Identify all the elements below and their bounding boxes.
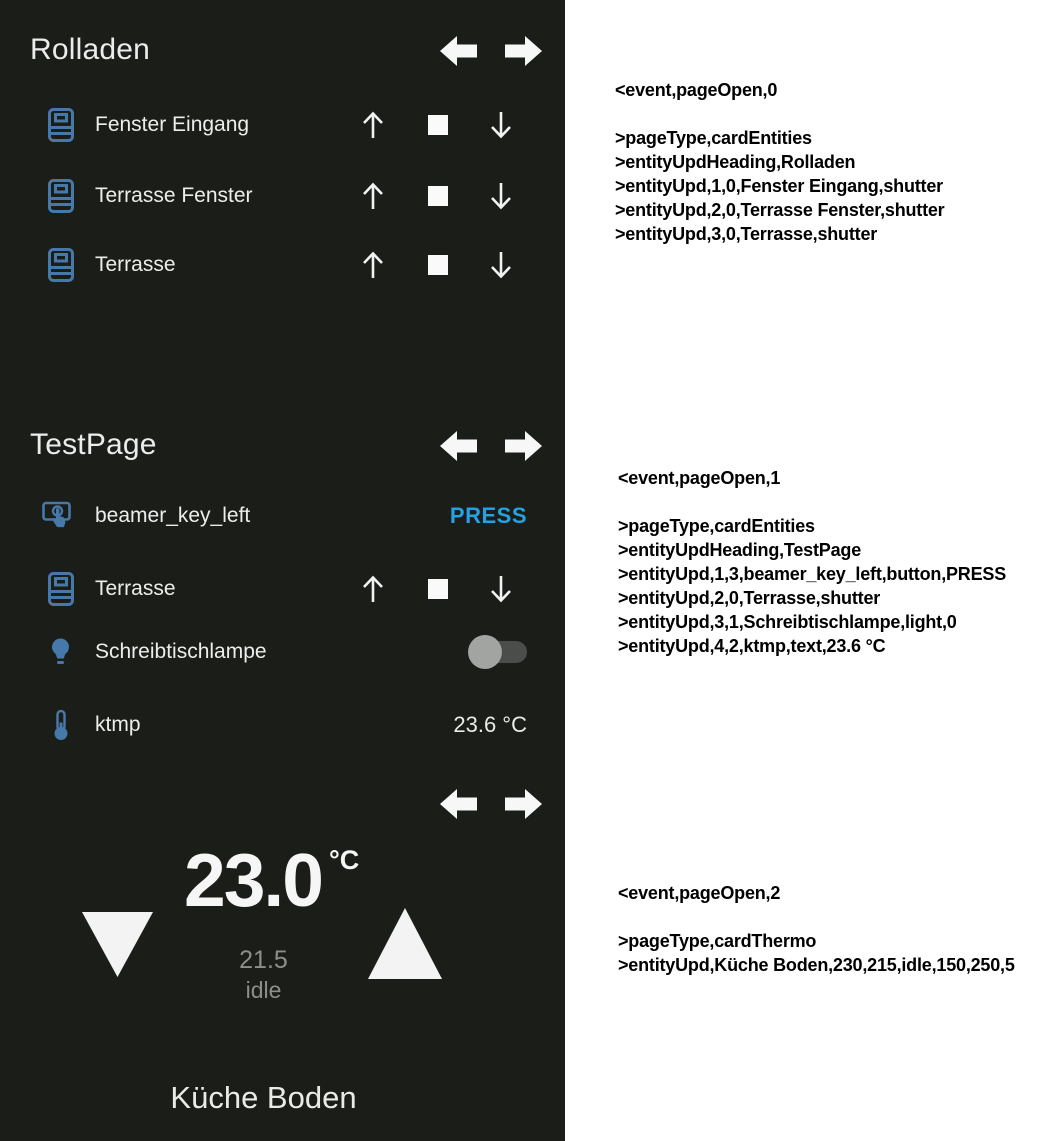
entity-label: Terrasse <box>95 253 176 276</box>
nav-prev-button[interactable] <box>440 430 477 462</box>
protocol-line: >entityUpd,2,0,Terrasse Fenster,shutter <box>615 200 945 220</box>
shutter-up-button[interactable] <box>360 181 386 211</box>
nav-prev-button[interactable] <box>440 35 477 67</box>
protocol-block-page2 <box>618 881 1015 977</box>
text-entity-value: 23.6 °C <box>453 712 527 737</box>
entity-row <box>0 161 565 231</box>
entity-label: Terrasse Fenster <box>95 184 253 207</box>
protocol-event-line: <event,pageOpen,2 <box>618 883 781 903</box>
toggle-knob <box>468 635 502 669</box>
arrow-left-icon <box>440 430 477 462</box>
light-toggle[interactable] <box>468 635 527 669</box>
protocol-line: >entityUpd,3,1,Schreibtischlampe,light,0 <box>618 612 957 632</box>
page-title-testpage: TestPage <box>30 428 157 461</box>
thermostat-name: Küche Boden <box>170 1080 357 1115</box>
shutter-icon <box>48 572 74 606</box>
shutter-stop-button[interactable] <box>428 255 448 275</box>
entity-row <box>0 230 565 300</box>
arrow-right-icon <box>505 430 542 462</box>
thermometer-icon <box>52 710 70 741</box>
entity-label: beamer_key_left <box>95 504 251 527</box>
arrow-right-icon <box>505 788 542 820</box>
protocol-line: >entityUpd,1,0,Fenster Eingang,shutter <box>615 176 943 196</box>
protocol-line: >entityUpd,1,3,beamer_key_left,button,PRESS <box>618 564 1007 584</box>
protocol-line: >entityUpdHeading,TestPage <box>618 540 862 560</box>
shutter-icon <box>48 248 74 282</box>
thermostat-state: idle <box>245 977 282 1003</box>
current-temperature: 23.0 <box>184 838 322 922</box>
shutter-down-button[interactable] <box>488 181 514 211</box>
protocol-line: >entityUpdHeading,Rolladen <box>615 152 856 172</box>
lightbulb-icon <box>48 637 73 668</box>
shutter-stop-button[interactable] <box>428 115 448 135</box>
gesture-tap-icon <box>41 499 73 534</box>
shutter-down-button[interactable] <box>488 574 514 604</box>
nav-next-button[interactable] <box>505 35 542 67</box>
shutter-stop-button[interactable] <box>428 186 448 206</box>
temperature-unit: °C <box>329 845 360 875</box>
protocol-block-page0 <box>615 78 945 246</box>
entity-row <box>0 481 565 551</box>
entity-label: Terrasse <box>95 577 176 600</box>
entity-row <box>0 90 565 160</box>
nav-prev-button[interactable] <box>440 788 477 820</box>
shutter-down-button[interactable] <box>488 110 514 140</box>
entity-row <box>0 617 565 687</box>
protocol-event-line: <event,pageOpen,1 <box>618 468 781 488</box>
stop-square-icon <box>428 186 448 206</box>
entity-row <box>0 554 565 624</box>
shutter-icon <box>48 108 74 142</box>
arrow-left-icon <box>440 35 477 67</box>
entity-label: Schreibtischlampe <box>95 640 267 663</box>
page-title-rolladen: Rolladen <box>30 33 151 66</box>
entity-label: ktmp <box>95 713 141 736</box>
shutter-up-button[interactable] <box>360 574 386 604</box>
shutter-up-button[interactable] <box>360 250 386 280</box>
nav-next-button[interactable] <box>505 788 542 820</box>
shutter-down-button[interactable] <box>488 250 514 280</box>
nav-next-button[interactable] <box>505 430 542 462</box>
protocol-event-line: <event,pageOpen,0 <box>615 80 778 100</box>
stop-square-icon <box>428 115 448 135</box>
protocol-line: >entityUpd,2,0,Terrasse,shutter <box>618 588 881 608</box>
shutter-icon <box>48 179 74 213</box>
entity-row <box>0 690 565 760</box>
shutter-stop-button[interactable] <box>428 579 448 599</box>
arrow-left-icon <box>440 788 477 820</box>
stop-square-icon <box>428 579 448 599</box>
target-temperature: 21.5 <box>239 946 288 974</box>
protocol-line: >pageType,cardEntities <box>618 516 815 536</box>
entity-label: Fenster Eingang <box>95 113 250 136</box>
press-button[interactable]: PRESS <box>449 503 527 528</box>
shutter-up-button[interactable] <box>360 110 386 140</box>
arrow-right-icon <box>505 35 542 67</box>
protocol-line: >entityUpd,Küche Boden,230,215,idle,150,250,5 <box>618 955 1015 975</box>
stop-square-icon <box>428 255 448 275</box>
protocol-line: >entityUpd,3,0,Terrasse,shutter <box>615 224 878 244</box>
protocol-line: >entityUpd,4,2,ktmp,text,23.6 °C <box>618 636 886 656</box>
protocol-block-page1 <box>618 466 1006 658</box>
protocol-line: >pageType,cardThermo <box>618 931 817 951</box>
protocol-line: >pageType,cardEntities <box>615 128 812 148</box>
